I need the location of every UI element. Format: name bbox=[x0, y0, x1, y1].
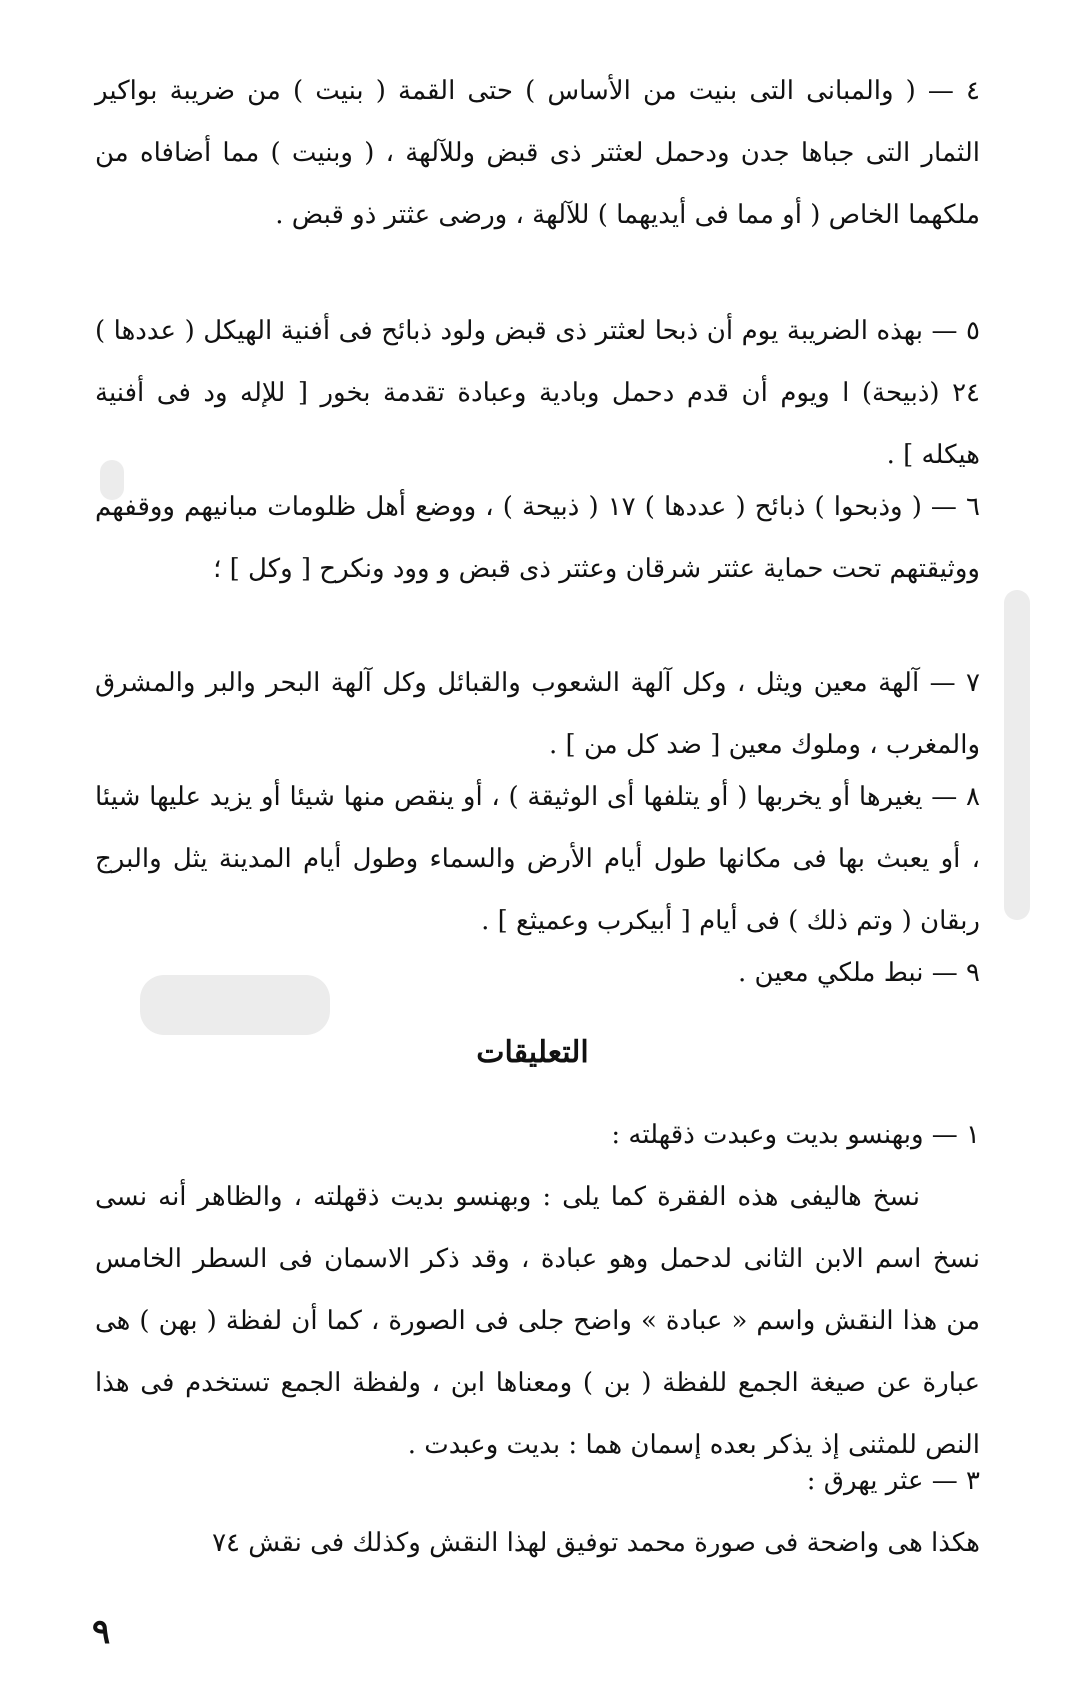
scan-smudge bbox=[1004, 590, 1030, 920]
note-3-title: ٣ — عثر يهرق : bbox=[806, 1466, 980, 1496]
section-heading: التعليقات bbox=[476, 1035, 589, 1070]
text-paragraph-8: ٨ — يغيرها أو يخربها ( أو يتلفها أى الوثيقة ) ، أو ينقص منها شيئا أو يزيد عليها شيئا ، أو يعبث بها فى مكانها طول أيام الأرض والسماء وطول أيام المدينة يثل والبرج ربقان ( وتم ذلك ) فى أيام [ أبيكرب وعميثع ] . bbox=[95, 782, 980, 936]
note-1-title: ١ — وبهنسو بديت وعبدت ذقهلته : bbox=[611, 1120, 980, 1150]
text-paragraph-5: ٥ — بهذه الضريبة يوم أن ذبحا لعثتر ذى قبض ولود ذبائح فى أفنية الهيكل ( عددها ) ٢٤ (ذبيحة) ا ويوم أن قدم دحمل وبادية وعبادة تقدمة بخور [ للإله ود فى أفنية هيكله ] . bbox=[95, 316, 980, 470]
text-paragraph-4: ٤ — ( والمبانى التى بنيت من الأساس ) حتى القمة ( بنيت ) من ضريبة بواكير الثمار التى جباها جدن ودحمل لعثتر ذى قبض وللآلهة ، ( وبنيت ) مما أضافاه من ملكهما الخاص ( أو مما فى أيديهما ) للآلهة ، ورضى عثتر ذو قبض . bbox=[95, 76, 980, 230]
text-paragraph-7: ٧ — آلهة معين ويثل ، وكل آلهة الشعوب والقبائل وكل آلهة البحر والبر والمشرق والمغرب ، وملوك معين [ ضد كل من ] . bbox=[95, 668, 980, 760]
page-number: ٩ bbox=[92, 1612, 111, 1652]
note-1-body: نسخ هاليفى هذه الفقرة كما يلى : وبهنسو بديت ذقهلته ، والظاهر أنه نسى نسخ اسم الابن الثانى لدحمل وهو عبادة ، وقد ذكر الاسمان فى السطر الخامس من هذا النقش واسم « عبادة » واضح جلى فى الصورة ، كما أن لفظة ( بهن ) هى عبارة عن صيغة الجمع للفظة ( بن ) ومعناها ابن ، ولفظة الجمع تستخدم فى هذا النص للمثنى إذ يذكر بعده إسمان هما : بديت وعبدت . bbox=[95, 1182, 981, 1460]
text-paragraph-6: ٦ — ( وذبحوا ) ذبائح ( عددها ) ١٧ ( ذبيحة ) ، ووضع أهل ظلومات مبانيهم ووقفهم ووثيقتهم تحت حماية عثتر شرقان وعثتر ذى قبض و وود ونكرح [ وكل ] ؛ bbox=[95, 492, 980, 584]
note-3-body: هكذا هى واضحة فى صورة محمد توفيق لهذا النقش وكذلك فى نقش ٧٤ bbox=[212, 1528, 980, 1558]
text-paragraph-9: ٩ — نبط ملكي معين . bbox=[738, 958, 980, 988]
